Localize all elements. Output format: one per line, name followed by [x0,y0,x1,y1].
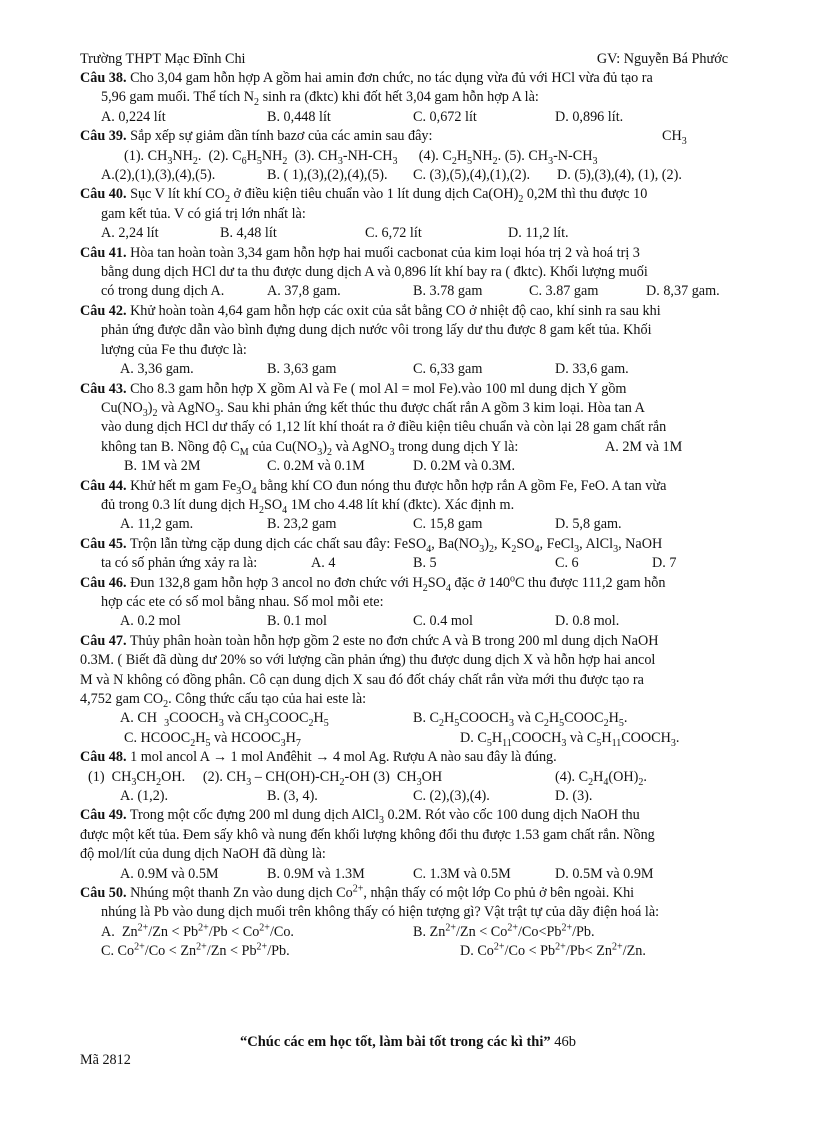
question-text: Khử hoàn toàn 4,64 gam hỗn hợp các oxit của sắt bằng CO ở nhiệt độ cao, khí sinh ra sau khi [130,302,661,319]
question-39 [80,127,740,185]
answer-d: D. 0.8 mol. [555,613,620,630]
answer-row [80,787,740,806]
question-44 [80,477,740,535]
answer-a: A. 3,36 gam. [120,361,194,378]
answer-c: C. 0.4 mol [413,613,473,630]
question-text: 5,96 gam muối. Thể tích N [101,89,255,106]
answer-c: C. 6 [555,555,579,572]
answer-row [80,709,740,728]
question-text: 0.3M. ( Biết đã dùng dư 20% so với lượng cần phản ứng) thu được dung dịch X và hỗn hợp hai ancol [80,652,656,669]
answer-row [80,612,740,631]
question-label: Câu 45. [80,535,127,552]
answer-c: C. 0.2M và 0.1M [267,458,365,475]
question-38: Câu 38. Cho 3,04 gam hỗn hợp A gồm hai amin đơn chức, no tác dụng vừa đủ với HCl vừa đủ tạo ra 5,96 gam muối. Thể tích $N_2$ sinh ra (đktc) khi đốt hết 3,04 gam hỗn hợp A là: A. 0,224 lít B. 0,448 lít C. 0,672 lít D. 0,896 lít. [80,69,740,127]
question-text: thu được 111,2 gam hỗn [524,574,666,591]
answer-b: B. ( 1),(3),(2),(4),(5). [267,167,388,184]
question-46 [80,574,740,632]
question-text: . Sau khi phản ứng kết thúc thu được chất rắn A gồm 3 kim loại. Hòa tan A [220,399,645,416]
answer-c: C. 1.3M và 0.5M [413,865,511,882]
question-text: Trộn lẫn từng cặp dung dịch các chất sau đây: FeSO$_4$, $Ba(NO_3)_2$, $K_2SO_4$, FeCl$_3$, AlCl$_3$, NaOH [129,535,663,555]
question-label: Câu 48. [80,749,127,766]
answer-c: C. (3),(5),(4),(1),(2). [413,167,531,184]
answer-row [80,457,740,476]
answer-c: C. 6,33 gam [413,361,483,378]
answer-b: B. 1M và 2M [124,458,201,475]
question-text: Cho 3,04 gam hỗn hợp A gồm hai amin đơn chức, no tác dụng vừa đủ với HCl vừa đủ tạo ra [130,70,653,86]
answer-d: D. 8,37 gam. [646,283,720,300]
question-label: Câu 41. [80,244,127,261]
answer-b: B. (3, 4). [267,788,318,805]
answer-row [80,554,740,573]
answer-b: B. 0,448 lít [267,108,331,125]
answer-row [80,224,740,243]
question-42 [80,302,740,380]
question-text: gam kết tủa. V có giá trị lớn nhất là: [101,205,306,222]
question-text: Sục V lít khí $CO_2$ ở điều kiện tiêu chuẩn vào 1 lít dung dịch $Ca(OH)_2$ 0,2M thì thu được 10 [130,186,648,206]
question-text: vào dung dịch HCl dư thấy có 1,12 lít khí thoát ra ở điều kiện tiêu chuẩn và còn lại 28 gam chất rắn [101,419,667,436]
page-number: 46b [554,1034,576,1050]
alcohol-4: (4). $C_2H_4(OH)_2$. [555,768,647,788]
answer-d: D. $Co^{2+}/Co < Pb^{2+}/Pb< Zn^{2+}/Zn$. [460,941,646,960]
answer-d: D. 0,896 lít. [555,108,624,125]
answer-b: B. $Zn^{2+}/Zn < Co^{2+}/Co<Pb^{2+}/Pb$. [413,922,595,940]
question-50 [80,884,740,962]
question-text: Thủy phân hoàn toàn hỗn hợp gồm 2 este no đơn chức A và B trong 200 ml dung dịch NaOH [129,632,659,649]
question-text: hợp các ete có số mol bằng nhau. Số mol mỗi ete: [101,593,384,610]
question-43 [80,380,740,477]
answer-a: A. $Zn^{2+}/Zn < Pb^{2+}/Pb < Co^{2+}/Co$. [101,922,294,940]
exam-code: Mã 2812 [80,1052,131,1068]
answer-c: C. 3.87 gam [529,283,599,300]
question-text: đủ trong 0.3 lít dung dịch $H_2SO_4$ [101,496,288,516]
question-45 [80,535,740,574]
answer-a: A. 0.2 mol [120,613,181,630]
answer-c: C. 0,672 lít [413,108,477,125]
question-text: , nhận thấy có một lớp Co phủ ở bên ngoài. Khi [363,885,635,902]
question-text: sinh ra (đktc) khi đốt hết 3,04 gam hỗn hợp A là: [259,89,539,106]
question-label: Câu 42. [80,302,127,319]
answer-a: A. 11,2 gam. [120,516,194,533]
answer-row [80,865,740,884]
answer-d: D. 11,2 lít. [508,225,569,242]
answer-row [80,942,740,961]
question-text: trong dung dịch Y là: [394,438,519,455]
question-text: có trong dung dịch A. [101,283,225,300]
answer-d: D. $C_5H_{11}COOCH_3$ và $C_5H_{11}COOCH_3$. [460,729,680,749]
answer-a: A. 0.9M và 0.5M [120,865,219,882]
answer-b: B. 0.1 mol [267,613,327,630]
answer-c: C. $Co^{2+}/Co < Zn^{2+}/Zn < Pb^{2+}/Pb$. [101,941,290,960]
answer-row [80,282,740,301]
question-text: Nhúng một thanh Zn vào dung dịch $Co^{2+}$ [130,883,364,902]
exam-page [80,50,740,962]
answer-a: A. 0,224 lít [101,108,166,125]
question-label: Câu 38. [80,70,127,86]
question-text: bằng khí CO đun nóng thu được hỗn hợp rắn A gồm Fe, FeO. A tan vừa [256,477,667,494]
question-label: Câu 47. [80,632,127,649]
question-text: không tan B. Nồng độ $C_M$ của $Cu(NO_3)_2$ và AgNO$_3$ [101,438,395,458]
answer-c: C. 6,72 lít [365,225,422,242]
question-label: Câu 49. [80,807,127,824]
question-text: $Cu(NO_3)_2$ và AgNO$_3$ [101,399,221,419]
question-text: Đun 132,8 gam hỗn hợp 3 ancol no đơn chức với $H_2SO_4$ đặc ở 140$^o$C [130,572,525,594]
answer-c: C. $HCOOC_2H_5$ và $HCOOC_3H_7$ [124,729,301,749]
answer-row [80,515,740,534]
methyl-group: $CH_3$ [662,128,687,148]
answer-a: A. 37,8 gam. [267,283,341,300]
answer-b: B. 4,48 lít [220,225,277,242]
answer-d: D. 33,6 gam. [555,361,629,378]
question-text: Hòa tan hoàn toàn 3,34 gam hỗn hợp hai muối cacbonat của kim loại hóa trị 2 và hoá trị 3 [130,244,640,261]
footer-quote [0,1034,816,1051]
answer-b: B. 3,63 gam [267,361,337,378]
answer-d: D. (5),(3),(4), (1), (2). [557,167,682,184]
question-47: Câu 47. Thủy phân hoàn toàn hỗn hợp gồm 2 este no đơn chức A và B trong 200 ml dung dịch NaOH 0.3M. ( Biết đã dùng dư 20% so với lượng cần phản ứng) thu được dung dịch X và hỗn hợp hai ancol M và N không có đồng phân. Cô cạn dung dịch X sau đó đốt cháy chất rắn vừa mới thu được tạo ra 4,752 gam $CO_2$. Công thức cấu tạo của hai este là: A. CH $_3COOCH_3$ và $CH_3COOC_2H_5$ B. $C_2H_5COOCH_3$ và $C_2H_5COOC_2H_5$. C. $HCOOC_2H_5$ và $HCOOC_3H_7$ D. $C_5H_{11}COOCH_3$ và $C_5H_{11}COOCH_3$. [80,632,740,748]
answer-d: D. 5,8 gam. [555,516,622,533]
question-text: M và N không có đồng phân. Cô cạn dung dịch X sau đó đốt cháy chất rắn vừa mới thu được tạo ra [80,671,644,688]
answer-row [80,360,740,379]
answer-row [80,166,740,185]
answer-d: D. (3). [555,788,593,805]
answer-b: B. 0.9M và 1.3M [267,865,365,882]
question-text: Trong một cốc đựng 200 ml dung dịch AlCl$_3$ 0.2M. Rót vào cốc 100 dung dịch NaOH thu [129,807,640,827]
question-text: bằng dung dịch HCl dư ta thu được dung dịch A và 0,896 lít khí bay ra ( đktc). Khối lượng muối [101,264,648,281]
answer-b: B. 5 [413,555,437,572]
answer-a: A. 2M và 1M [605,438,683,455]
question-text: ta có số phản ứng xảy ra là: [101,555,258,572]
question-label: Câu 50. [80,885,127,902]
question-text: nhúng là Pb vào dung dịch muối trên không thấy có hiện tượng gì? Vật trật tự của dãy điện hoá là: [101,904,660,921]
question-label: Câu 40. [80,186,127,203]
answer-d: D. 0.2M và 0.3M. [413,458,516,475]
question-text: 1M cho 4.48 lít khí (đktc). Xác định m. [287,496,515,513]
answer-row [80,923,740,942]
teacher-name: GV: Nguyễn Bá Phước [596,51,728,67]
formula-text: CH [662,128,682,145]
answer-c: C. (2),(3),(4). [413,788,490,805]
question-text: độ mol/lít của dung dịch NaOH đã dùng là: [80,846,326,863]
question-label: Câu 43. [80,380,127,397]
question-text: phản ứng được dẫn vào bình đựng dung dịch nước vôi trong lấy dư thu được 8 gam kết tủa. Khối [101,322,652,339]
question-text: 1 mol ancol A → 1 mol Anđêhit → 4 mol Ag. Rượu A nào sau đây là đúng. [130,749,557,766]
answer-a: A. (1,2). [120,788,169,805]
answer-c: C. 15,8 gam [413,516,483,533]
answer-d: D. 7 [652,555,677,572]
question-label: Câu 44. [80,477,127,494]
answer-a: A. 2,24 lít [101,225,159,242]
question-48 [80,748,740,806]
question-41 [80,244,740,302]
answer-b: B. 23,2 gam [267,516,337,533]
question-label: Câu 46. [80,574,127,591]
question-text: Sắp xếp sự giảm dần tính bazơ của các amin sau đây: [130,128,433,145]
answer-b: B. 3.78 gam [413,283,483,300]
answer-a: A.(2),(1),(3),(4),(5). [101,167,216,184]
question-text: Khử hết m gam $Fe_3O_4$ [130,477,257,497]
question-text: 4,752 gam CO [80,691,164,707]
question-text: Cho 8.3 gam hỗn hợp X gồm Al và Fe ( mol Al = mol Fe).vào 100 ml dung dịch Y gồm [130,380,627,397]
answer-d: D. 0.5M và 0.9M [555,865,654,882]
question-text: . Công thức cấu tạo của hai este là: [168,691,367,707]
question-text: lượng của Fe thu được là: [101,341,247,358]
answer-b: B. $C_2H_5COOCH_3$ và $C_2H_5COOC_2H_5$. [413,710,628,730]
answer-row [80,729,740,748]
answer-a: A. CH $_3COOCH_3$ và $CH_3COOC_2H_5$ [120,710,329,730]
quote-text: “Chúc các em học tốt, làm bài tốt trong các kì thi” [239,1034,551,1050]
page-header [80,50,740,69]
alcohol-list: (1) $CH_3CH_2OH$. (2). $CH_3 - CH(OH)-CH_2-OH$ (3) $CH_3OH$ (4). $C_2H_4(OH)_2$. [88,768,647,788]
amine-list: (1). $CH_3NH_2$. (2). $C_6H_5NH_2$ (3). $CH_3-NH-CH_3$ (4). $C_2H_5NH_2$. (5). $CH_3-N-CH_3$ [124,147,598,167]
answer-a: A. 4 [311,555,336,572]
question-text: được một kết tủa. Đem sấy khô và nung đến khối lượng không đổi thu được 1.53 gam chất rắn. Nồng [80,826,655,843]
answer-row [80,108,740,127]
school-name: Trường THPT Mạc Đĩnh Chi [80,51,246,67]
question-label: Câu 39. [80,128,127,145]
question-49 [80,806,740,884]
question-40 [80,185,740,243]
